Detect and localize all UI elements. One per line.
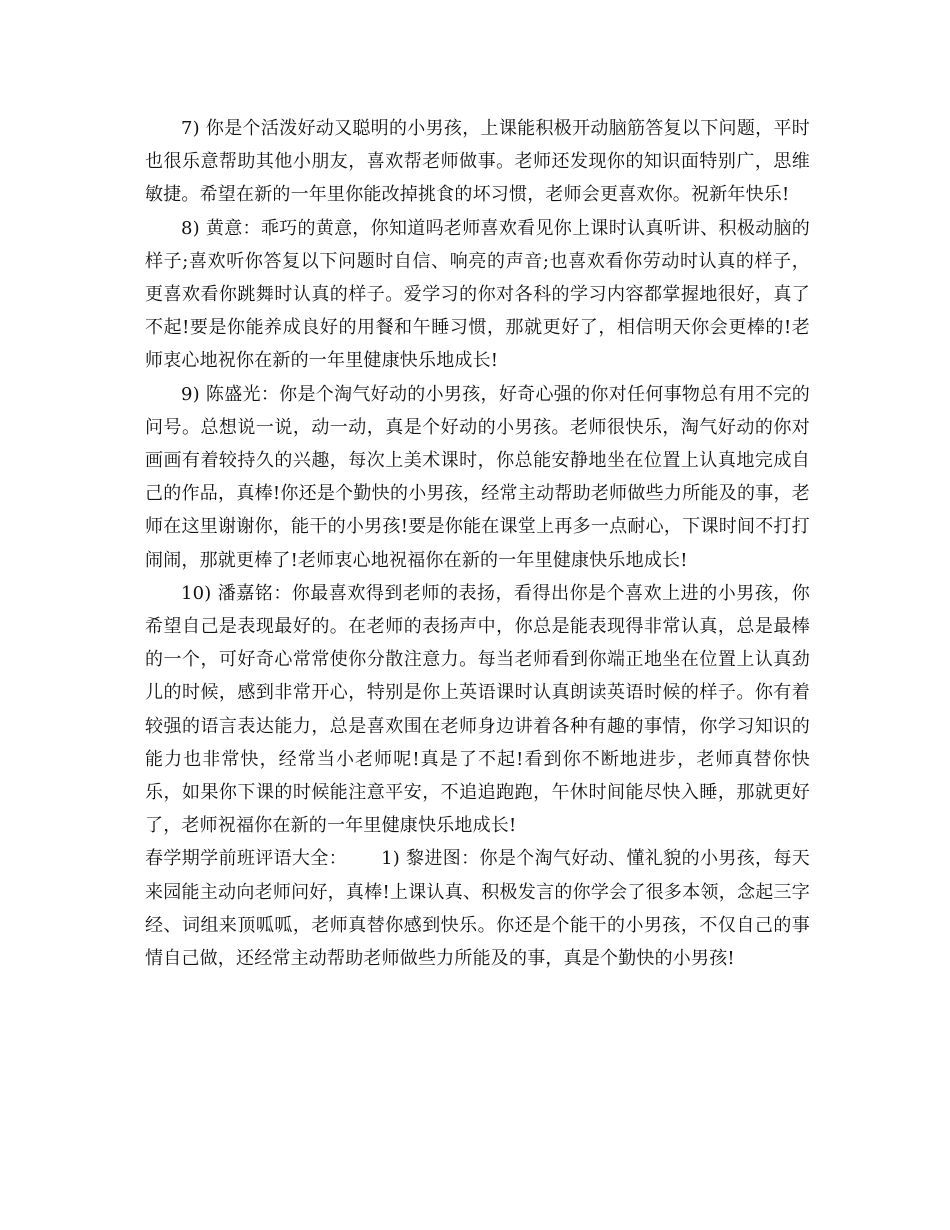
paragraph-item-8: 8) 黄意：乖巧的黄意，你知道吗老师喜欢看见你上课时认真听讲、积极动脑的样子;喜欢听你答复以下问题时自信、响亮的声音;也喜欢看你劳动时认真的样子，更喜欢看你跳舞时认真的样子。爱学习的你对各科的学习内容都掌握地很好，真了不起!要是你能养成良好的用餐和午睡习惯，那就更好了，相信明天你会更棒的!老师衷心地祝你在新的一年里健康快乐地成长!	[145, 217, 810, 372]
paragraph-item-7: 7) 你是个活泼好动又聪明的小男孩，上课能积极开动脑筋答复以下问题，平时也很乐意帮助其他小朋友，喜欢帮老师做事。老师还发现你的知识面特别广，思维敏捷。希望在新的一年里你能改掉挑食的坏习惯，老师会更喜欢你。祝新年快乐!	[145, 118, 810, 206]
section-title: 春学期学前班评语大全：	[145, 848, 348, 870]
paragraph-item-9: 9) 陈盛光：你是个淘气好动的小男孩，好奇心强的你对任何事物总有用不完的问号。总想说一说，动一动，真是个好动的小男孩。老师很快乐，淘气好动的你对画画有着较持久的兴趣，每次上美术课时，你总能安静地坐在位置上认真地完成自己的作品，真棒!你还是个勤快的小男孩，经常主动帮助老师做些力所能及的事，老师在这里谢谢你，能干的小男孩!要是你能在课堂上再多一点耐心，下课时间不打打闹闹，那就更棒了!老师衷心地祝福你在新的一年里健康快乐地成长!	[145, 383, 810, 571]
paragraph-item-10: 10) 潘嘉铭：你最喜欢得到老师的表扬，看得出你是个喜欢上进的小男孩，你希望自己是表现最好的。在老师的表扬声中，你总是能表现得非常认真，总是最棒的一个，可好奇心常常使你分散注意力。每当老师看到你端正地坐在位置上认真劲儿的时候，感到非常开心，特别是你上英语课时认真朗读英语时候的样子。你有着较强的语言表达能力，总是喜欢围在老师身边讲着各种有趣的事情，你学习知识的能力也非常快，经常当小老师呢!真是了不起!看到你不断地进步，老师真替你快乐，如果你下课的时候能注意平安，不追追跑跑，午休时间能尽快入睡，那就更好了，老师祝福你在新的一年里健康快乐地成长!	[145, 582, 810, 837]
document-body	[145, 112, 810, 975]
section-paragraph	[145, 842, 810, 975]
paragraph-item-1: 1) 黎进图：你是个淘气好动、懂礼貌的小男孩，每天来园能主动向老师问好，真棒!上课认真、积极发言的你学会了很多本领，念起三字经、词组来顶呱呱，老师真替你感到快乐。你还是个能干的小男孩，不仅自己的事情自己做，还经常主动帮助老师做些力所能及的事，真是个勤快的小男孩!	[145, 848, 811, 970]
